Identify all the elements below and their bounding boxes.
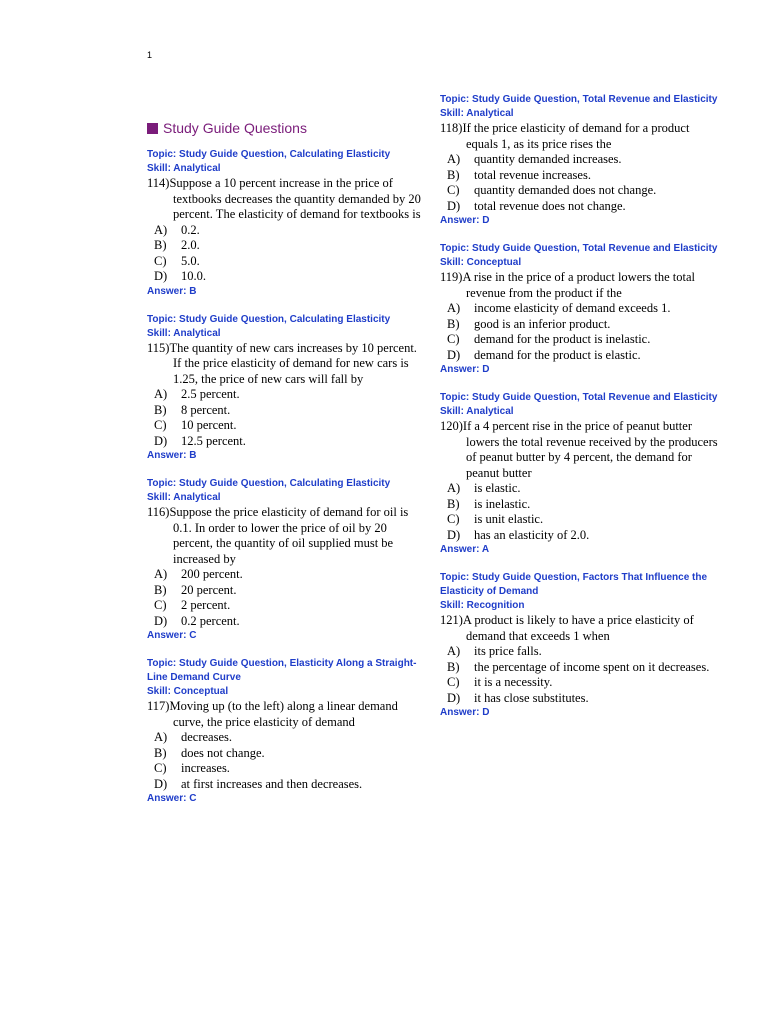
option-text: 0.2 percent. <box>181 613 240 628</box>
option-letter: C) <box>154 761 167 775</box>
option-letter: A) <box>447 152 461 166</box>
question-skill: Skill: Recognition <box>440 600 525 611</box>
option-letter: C) <box>447 332 460 346</box>
answer-options <box>440 301 720 363</box>
answer-option <box>147 567 427 583</box>
option-letter: B) <box>154 745 167 760</box>
left-question-list <box>147 148 427 805</box>
option-letter: D) <box>154 613 168 628</box>
option-letter: A) <box>154 222 168 237</box>
square-bullet-icon <box>147 123 158 134</box>
option-text: income elasticity of demand exceeds 1. <box>474 301 671 315</box>
answer-option <box>440 183 720 199</box>
option-text: total revenue increases. <box>474 167 591 182</box>
answer-option <box>147 238 427 254</box>
option-text: its price falls. <box>474 644 542 658</box>
question-topic: Topic: Study Guide Question, Elasticity Along a Straight-Line Demand Curve <box>147 658 417 683</box>
question-text: 116)Suppose the price elasticity of demand for oil is 0.1. In order to lower the price of oil by 20 percent, the quantity of oil supplied must be increased by <box>147 505 409 566</box>
answer-option <box>147 730 427 746</box>
option-text: it is a necessity. <box>474 675 553 689</box>
option-text: quantity demanded increases. <box>474 152 622 166</box>
answer-option <box>440 481 720 497</box>
option-text: is elastic. <box>474 481 521 495</box>
option-text: 10 percent. <box>181 418 237 432</box>
question-block <box>440 391 720 556</box>
answer-option <box>440 691 720 707</box>
question-skill: Skill: Analytical <box>440 108 514 119</box>
answer-option <box>147 434 427 450</box>
answer-option <box>147 614 427 630</box>
option-text: demand for the product is inelastic. <box>474 332 651 346</box>
option-text: 10.0. <box>181 269 206 283</box>
answer-key: Answer: B <box>147 285 197 297</box>
option-letter: B) <box>154 582 167 597</box>
answer-options <box>147 223 427 285</box>
option-text: 2.5 percent. <box>181 387 240 401</box>
section-title <box>147 120 427 136</box>
option-letter: D) <box>447 347 461 362</box>
option-text: total revenue does not change. <box>474 198 626 213</box>
question-block <box>440 93 720 227</box>
question-text: 120)If a 4 percent rise in the price of peanut butter lowers the total revenue received by the producers of peanut butter by 4 percent, the demand for peanut butter <box>440 419 718 480</box>
left-column <box>147 120 427 820</box>
right-column <box>440 93 720 734</box>
answer-options <box>147 730 427 792</box>
option-text: has an elasticity of 2.0. <box>474 527 590 542</box>
question-text: 121)A product is likely to have a price elasticity of demand that exceeds 1 when <box>440 613 694 643</box>
option-letter: D) <box>447 527 461 542</box>
question-block <box>147 148 427 298</box>
question-skill: Skill: Conceptual <box>440 257 522 268</box>
option-letter: D) <box>154 776 168 791</box>
option-text: quantity demanded does not change. <box>474 183 657 197</box>
option-letter: C) <box>154 598 167 612</box>
option-text: good is an inferior product. <box>474 316 611 331</box>
answer-key: Answer: C <box>147 630 197 641</box>
option-text: is inelastic. <box>474 496 531 511</box>
option-text: 8 percent. <box>181 402 231 417</box>
answer-option <box>147 746 427 762</box>
question-block <box>147 657 427 805</box>
question-skill: Skill: Analytical <box>440 406 514 417</box>
question-block <box>147 477 427 642</box>
option-text: demand for the product is elastic. <box>474 347 641 362</box>
answer-option <box>147 269 427 285</box>
question-topic: Topic: Study Guide Question, Total Revenue and Elasticity <box>440 392 718 403</box>
answer-option <box>147 583 427 599</box>
option-text: 12.5 percent. <box>181 433 246 448</box>
option-letter: A) <box>447 301 461 315</box>
question-text: 115)The quantity of new cars increases by 10 percent. If the price elasticity of demand for new cars is 1.25, the price of new cars will fall by <box>147 340 417 386</box>
question-text: 118)If the price elasticity of demand for a product equals 1, as its price rises the <box>440 121 690 151</box>
answer-option <box>440 199 720 215</box>
question-text: 114)Suppose a 10 percent increase in the price of textbooks decreases the quantity demanded by 20 percent. The elasticity of demand for textbooks is <box>147 176 421 221</box>
option-letter: D) <box>447 690 461 705</box>
option-text: the percentage of income spent on it decreases. <box>474 659 710 674</box>
option-letter: B) <box>447 659 460 674</box>
page-number: 1 <box>147 50 153 60</box>
answer-option <box>147 254 427 270</box>
question-skill: Skill: Analytical <box>147 163 221 174</box>
option-text: at first increases and then decreases. <box>181 776 363 791</box>
option-letter: A) <box>447 481 461 495</box>
option-text: 2.0. <box>181 238 200 252</box>
option-letter: C) <box>154 418 167 432</box>
question-skill: Skill: Analytical <box>147 327 221 339</box>
answer-key: Answer: D <box>440 707 490 718</box>
answer-option <box>440 528 720 544</box>
option-letter: C) <box>447 512 460 526</box>
question-text: 119)A rise in the price of a product lowers the total revenue from the product if the <box>440 270 696 300</box>
question-skill: Skill: Conceptual <box>147 686 229 697</box>
question-topic: Topic: Study Guide Question, Total Revenue and Elasticity <box>440 94 718 105</box>
question-block <box>440 242 720 376</box>
option-text: 20 percent. <box>181 582 237 597</box>
answer-option <box>440 332 720 348</box>
answer-options <box>440 644 720 706</box>
answer-option <box>440 317 720 333</box>
answer-key: Answer: D <box>440 364 490 375</box>
answer-options <box>440 152 720 214</box>
answer-option <box>147 387 427 403</box>
answer-key: Answer: B <box>147 450 197 461</box>
answer-option <box>147 403 427 419</box>
option-letter: A) <box>447 644 461 658</box>
question-skill: Skill: Analytical <box>147 492 221 503</box>
answer-key: Answer: D <box>440 215 490 226</box>
option-letter: D) <box>154 269 168 283</box>
option-text: 0.2. <box>181 222 200 237</box>
option-letter: C) <box>447 183 460 197</box>
answer-option <box>440 168 720 184</box>
option-letter: A) <box>154 730 168 744</box>
question-block <box>440 571 720 719</box>
option-text: it has close substitutes. <box>474 690 589 705</box>
answer-options <box>440 481 720 543</box>
answer-option <box>440 497 720 513</box>
option-text: 200 percent. <box>181 567 243 581</box>
option-text: is unit elastic. <box>474 512 544 526</box>
option-letter: D) <box>447 198 461 213</box>
option-letter: B) <box>154 402 167 417</box>
answer-option <box>147 761 427 777</box>
answer-option <box>440 660 720 676</box>
answer-options <box>147 567 427 629</box>
answer-option <box>147 777 427 793</box>
answer-option <box>440 512 720 528</box>
question-topic: Topic: Study Guide Question, Calculating Elasticity <box>147 478 391 489</box>
question-topic: Topic: Study Guide Question, Calculating Elasticity <box>147 149 391 160</box>
option-letter: B) <box>154 238 167 252</box>
answer-options <box>147 387 427 449</box>
option-text: 2 percent. <box>181 598 231 612</box>
answer-option <box>147 223 427 239</box>
option-letter: C) <box>154 253 167 268</box>
answer-option <box>440 152 720 168</box>
right-question-list <box>440 93 720 719</box>
answer-option <box>440 301 720 317</box>
answer-option <box>147 598 427 614</box>
question-topic: Topic: Study Guide Question, Factors That Influence the Elasticity of Demand <box>440 572 708 597</box>
question-topic: Topic: Study Guide Question, Calculating Elasticity <box>147 313 391 325</box>
answer-option <box>440 644 720 660</box>
option-letter: A) <box>154 387 168 401</box>
option-letter: D) <box>154 433 168 448</box>
section-title-text: Study Guide Questions <box>163 120 307 136</box>
option-letter: B) <box>447 496 460 511</box>
question-text: 117)Moving up (to the left) along a linear demand curve, the price elasticity of demand <box>147 699 398 729</box>
answer-key: Answer: A <box>440 544 490 555</box>
option-text: decreases. <box>181 730 233 744</box>
option-text: 5.0. <box>181 253 200 268</box>
option-text: does not change. <box>181 745 265 760</box>
option-letter: B) <box>447 316 460 331</box>
option-letter: A) <box>154 567 168 581</box>
answer-option <box>440 675 720 691</box>
answer-key: Answer: C <box>147 793 197 804</box>
answer-option <box>147 418 427 434</box>
option-letter: C) <box>447 675 460 689</box>
question-block <box>147 313 427 463</box>
option-text: increases. <box>181 761 230 775</box>
answer-option <box>440 348 720 364</box>
question-topic: Topic: Study Guide Question, Total Revenue and Elasticity <box>440 243 718 254</box>
option-letter: B) <box>447 167 460 182</box>
